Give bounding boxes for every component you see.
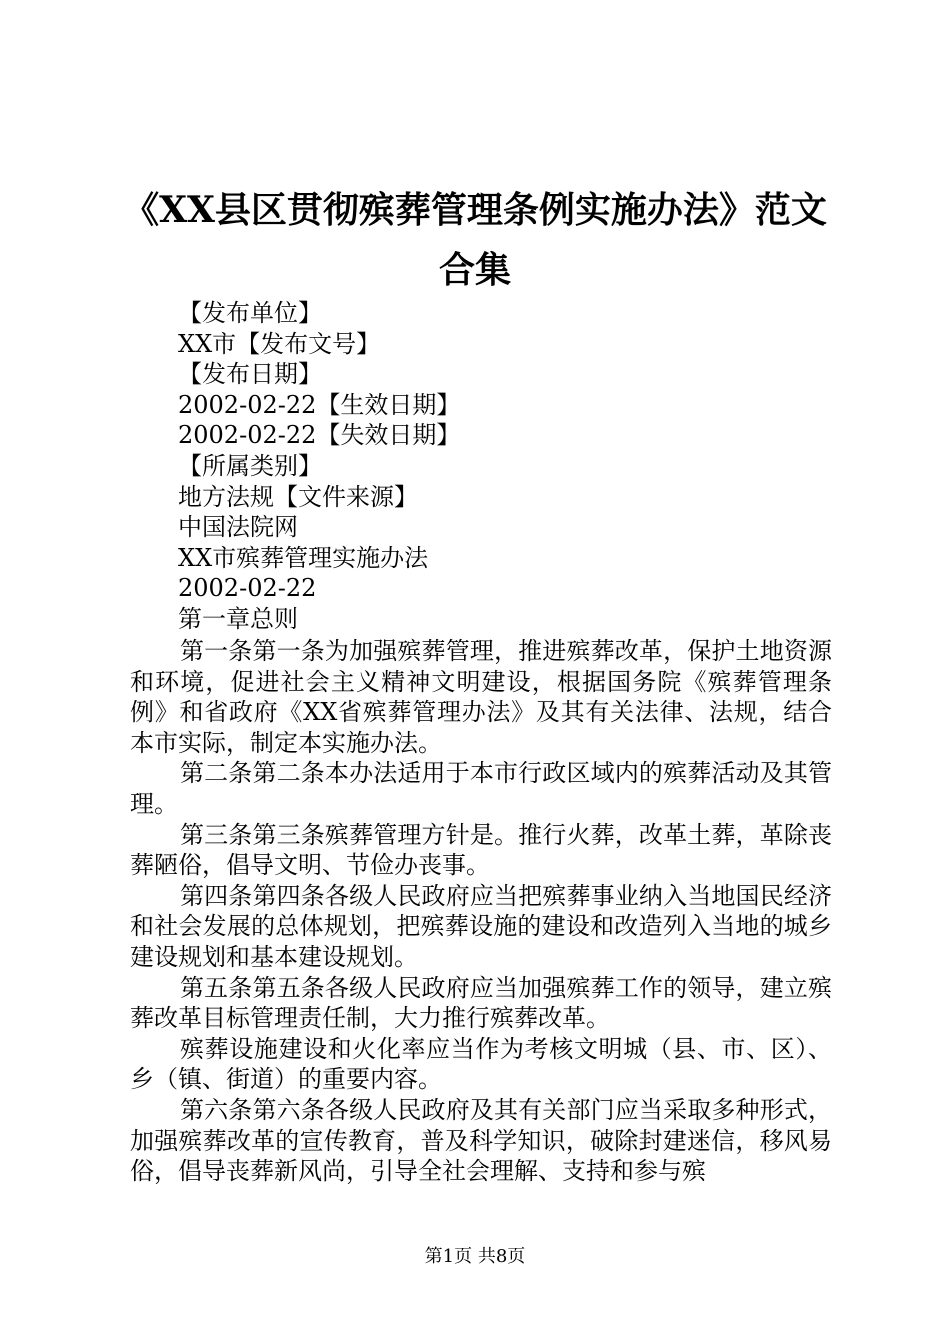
page-footer: 第1页 共8页 bbox=[424, 1246, 526, 1267]
article-paragraph: 第四条第四条各级人民政府应当把殡葬事业纳入当地国民经济和社会发展的总体规划，把殡葬设施的建设和改造列入当地的城乡建设规划和基本建设规划。 bbox=[130, 881, 832, 971]
meta-line: 2002-02-22【失效日期】 bbox=[178, 421, 461, 450]
meta-line: 地方法规【文件来源】 bbox=[178, 482, 418, 511]
article-paragraph: 第一条第一条为加强殡葬管理，推进殡葬改革，保护土地资源和环境，促进社会主义精神文明建设，根据国务院《殡葬管理条例》和省政府《XX省殡葬管理办法》及其有关法律、法规，结合本市实际，制定本实施办法。 bbox=[130, 637, 832, 757]
document-title bbox=[120, 180, 830, 300]
article-paragraph: 第三条第三条殡葬管理方针是。推行火葬，改革土葬，革除丧葬陋俗，倡导文明、节俭办丧事。 bbox=[130, 820, 832, 880]
meta-line: XX市【发布文号】 bbox=[178, 329, 381, 358]
article-paragraph: 第二条第二条本办法适用于本市行政区域内的殡葬活动及其管理。 bbox=[130, 759, 832, 818]
meta-line: 2002-02-22【生效日期】 bbox=[178, 390, 461, 419]
meta-line: 【所属类别】 bbox=[178, 451, 322, 480]
article-paragraph: 殡葬设施建设和火化率应当作为考核文明城（县、市、区）、乡（镇、街道）的重要内容。 bbox=[130, 1034, 832, 1094]
chapter-heading: 第一章总则 bbox=[178, 604, 298, 633]
article-paragraph: 第六条第六条各级人民政府及其有关部门应当采取多种形式，加强殡葬改革的宣传教育，普及科学知识，破除封建迷信，移风易俗，倡导丧葬新风尚，引导全社会理解、支持和参与殡 bbox=[130, 1095, 832, 1186]
title-line-1: 《XX县区贯彻殡葬管理条例实施办法》范文 bbox=[123, 189, 827, 231]
document-metadata bbox=[178, 298, 460, 635]
meta-line: XX市殡葬管理实施办法 bbox=[178, 543, 429, 572]
document-body bbox=[130, 636, 832, 1187]
title-line-2: 合集 bbox=[438, 249, 511, 291]
meta-line: 2002-02-22 bbox=[178, 574, 317, 603]
article-paragraph: 第五条第五条各级人民政府应当加强殡葬工作的领导，建立殡葬改革目标管理责任制，大力推行殡葬改革。 bbox=[130, 973, 832, 1033]
meta-line: 【发布日期】 bbox=[178, 360, 322, 389]
meta-line: 【发布单位】 bbox=[178, 299, 322, 327]
meta-line: 中国法院网 bbox=[178, 513, 298, 542]
